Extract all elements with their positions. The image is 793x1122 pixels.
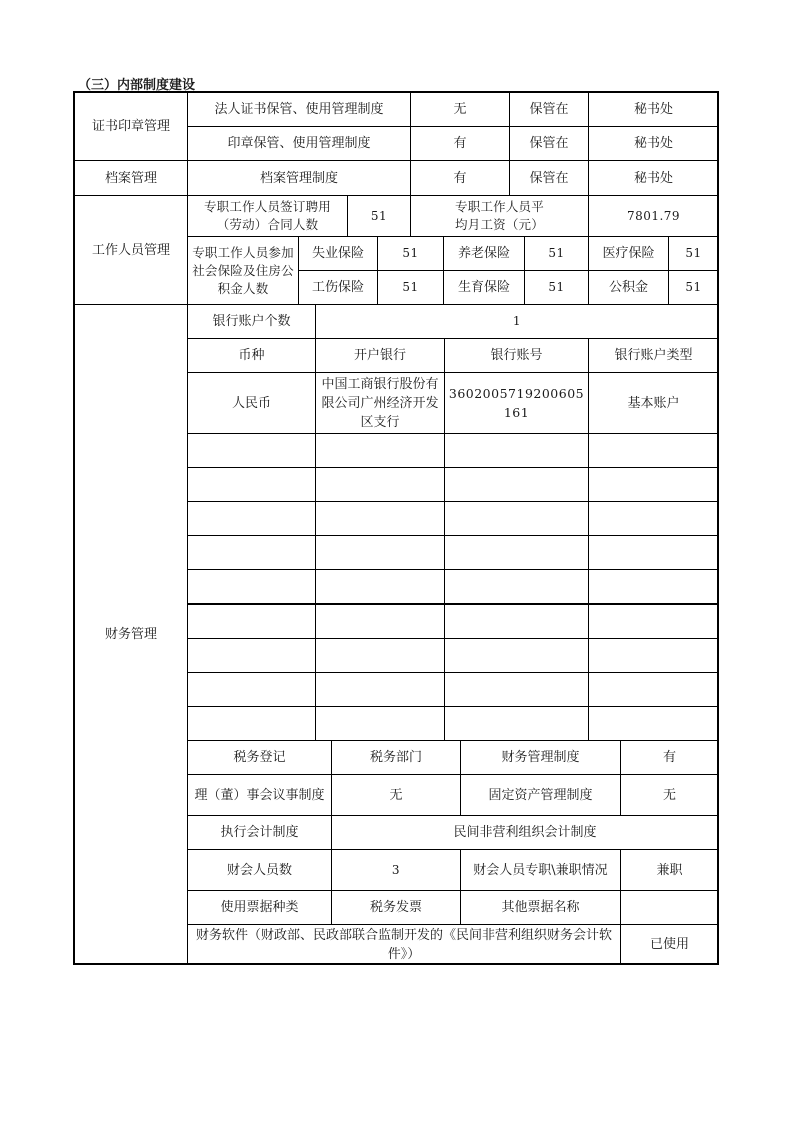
account-1-currency: 人民币 [187,372,316,434]
insurance-unemployment-value: 51 [377,236,444,271]
insurance-medical-label: 医疗保险 [588,236,669,271]
accounting-staff-count-value: 3 [331,849,461,891]
staff-salary-value: 7801.79 [588,195,719,237]
empty-account-cell [187,604,316,639]
empty-account-cell [444,672,589,707]
header-bank: 开户银行 [315,338,445,373]
board-system-value: 无 [331,774,461,816]
empty-account-cell [444,706,589,741]
empty-account-cell [588,433,719,468]
empty-account-cell [444,638,589,673]
archive-category-label: 档案管理 [74,160,188,196]
insurance-maternity-label: 生育保险 [443,270,525,305]
finance-system-label: 财务管理制度 [460,740,621,775]
header-account-type: 银行账户类型 [588,338,719,373]
invoice-type-value: 税务发票 [331,890,461,925]
insurance-pension-value: 51 [524,236,589,271]
bank-account-count-label: 银行账户个数 [187,304,316,339]
empty-account-cell [187,706,316,741]
archive-keeper: 秘书处 [588,160,719,196]
staff-insurance-label: 专职工作人员参加社会保险及住房公积金人数 [187,236,299,305]
empty-account-cell [315,535,445,570]
empty-account-cell [315,672,445,707]
empty-account-cell [588,569,719,604]
board-system-label: 理（董）事会议事制度 [187,774,332,816]
accounting-system-value: 民间非营利组织会计制度 [331,815,719,850]
empty-account-cell [315,638,445,673]
header-currency: 币种 [187,338,316,373]
empty-account-cell [588,467,719,502]
empty-account-cell [444,467,589,502]
other-invoice-label: 其他票据名称 [460,890,621,925]
other-invoice-value [620,890,719,925]
seal-row-2-keeper: 秘书处 [588,126,719,161]
seal-row-1-has: 无 [410,92,510,127]
empty-account-cell [588,672,719,707]
empty-account-cell [588,638,719,673]
insurance-pension-label: 养老保险 [443,236,525,271]
header-account-number: 银行账号 [444,338,589,373]
empty-account-cell [187,569,316,604]
staff-salary-label: 专职工作人员平均月工资（元） [410,195,589,237]
invoice-type-label: 使用票据种类 [187,890,332,925]
insurance-unemployment-label: 失业保险 [298,236,378,271]
finance-category-label: 财务管理 [74,304,188,965]
accounting-system-label: 执行会计制度 [187,815,332,850]
fixed-asset-system-value: 无 [620,774,719,816]
empty-account-cell [315,501,445,536]
account-1-bank: 中国工商银行股份有限公司广州经济开发区支行 [315,372,445,434]
staff-contract-count: 51 [347,195,411,237]
insurance-housing-fund-value: 51 [668,270,719,305]
insurance-maternity-value: 51 [524,270,589,305]
empty-account-cell [187,535,316,570]
staff-contract-label: 专职工作人员签订聘用（劳动）合同人数 [187,195,348,237]
empty-account-cell [315,604,445,639]
insurance-medical-value: 51 [668,236,719,271]
empty-account-cell [444,501,589,536]
insurance-injury-value: 51 [377,270,444,305]
empty-account-cell [187,433,316,468]
empty-account-cell [444,535,589,570]
empty-account-cell [444,569,589,604]
account-1-number: 3602005719200605161 [444,372,589,434]
finance-system-value: 有 [620,740,719,775]
tax-registration-label: 税务登记 [187,740,332,775]
seal-row-1-keeper: 秘书处 [588,92,719,127]
empty-account-cell [588,706,719,741]
empty-account-cell [444,433,589,468]
section-title: （三）内部制度建设 [78,78,196,93]
seal-category-label: 证书印章管理 [74,92,188,161]
accounting-staff-count-label: 财会人员数 [187,849,332,891]
empty-account-cell [588,501,719,536]
insurance-housing-fund-label: 公积金 [588,270,669,305]
fixed-asset-system-label: 固定资产管理制度 [460,774,621,816]
empty-account-cell [187,501,316,536]
finance-software-value: 已使用 [620,924,719,965]
empty-account-cell [187,672,316,707]
empty-account-cell [315,569,445,604]
empty-account-cell [588,604,719,639]
account-1-type: 基本账户 [588,372,719,434]
empty-account-cell [187,638,316,673]
bank-account-count-value: 1 [315,304,719,339]
insurance-injury-label: 工伤保险 [298,270,378,305]
empty-account-cell [444,604,589,639]
accounting-staff-type-label: 财会人员专职\兼职情况 [460,849,621,891]
finance-software-label: 财务软件（财政部、民政部联合监制开发的《民间非营利组织财务会计软件》） [187,924,621,965]
empty-account-cell [315,433,445,468]
empty-account-cell [315,706,445,741]
seal-row-1-name: 法人证书保管、使用管理制度 [187,92,411,127]
seal-row-2-keep-label: 保管在 [509,126,589,161]
archive-has: 有 [410,160,510,196]
seal-row-2-has: 有 [410,126,510,161]
seal-row-2-name: 印章保管、使用管理制度 [187,126,411,161]
archive-keep-label: 保管在 [509,160,589,196]
staff-category-label: 工作人员管理 [74,195,188,305]
empty-account-cell [588,535,719,570]
seal-row-1-keep-label: 保管在 [509,92,589,127]
accounting-staff-type-value: 兼职 [620,849,719,891]
empty-account-cell [315,467,445,502]
tax-registration-value: 税务部门 [331,740,461,775]
archive-system-name: 档案管理制度 [187,160,411,196]
empty-account-cell [187,467,316,502]
